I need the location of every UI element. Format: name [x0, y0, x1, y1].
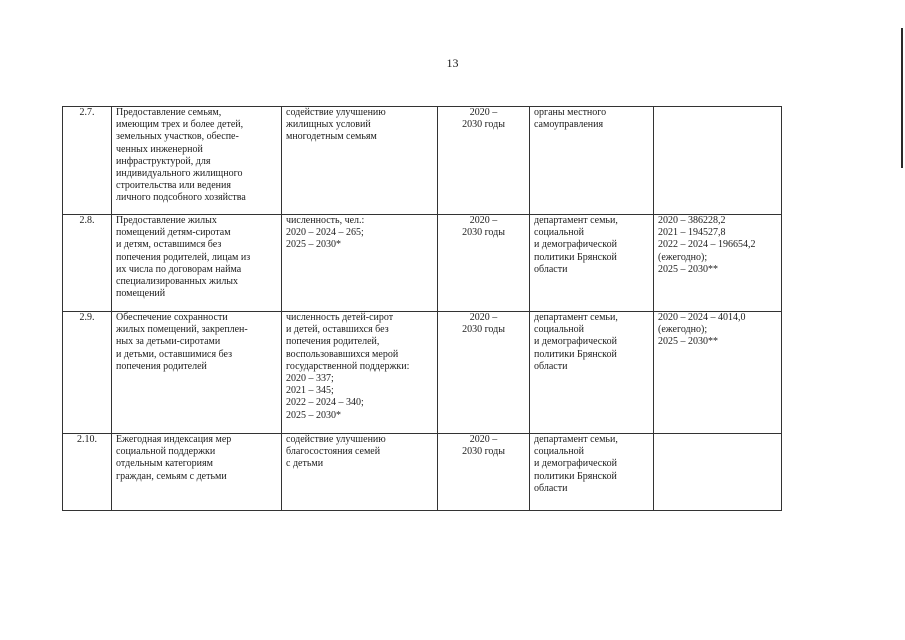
activity-cell: Предоставление семьям, имеющим трех и более детей, земельных участков, обеспе- ченных инженерной инфраструктурой, для индивидуального жилищного строительства или ведения личного подсобного хозяйства	[112, 107, 282, 215]
table-row	[63, 215, 782, 312]
funding-cell	[654, 434, 782, 511]
program-measures-table	[62, 106, 782, 511]
indicator-cell: численность, чел.: 2020 – 2024 – 265; 2025 – 2030*	[282, 215, 438, 312]
activity-cell: Ежегодная индексация мер социальной поддержки отдельным категориям граждан, семьям с детьми	[112, 434, 282, 511]
table-row	[63, 312, 782, 434]
executor-cell: департамент семьи, социальной и демографической политики Брянской области	[530, 312, 654, 434]
activity-cell: Обеспечение сохранности жилых помещений, закреплен- ных за детьми-сиротами и детьми, оставшимися без попечения родителей	[112, 312, 282, 434]
funding-cell: 2020 – 386228,2 2021 – 194527,8 2022 – 2024 – 196654,2 (ежегодно); 2025 – 2030**	[654, 215, 782, 312]
executor-cell: департамент семьи, социальной и демографической политики Брянской области	[530, 215, 654, 312]
term-cell: 2020 – 2030 годы	[438, 215, 530, 312]
row-number: 2.10.	[63, 434, 112, 511]
indicator-cell: численность детей-сирот и детей, оставшихся без попечения родителей, воспользовавшихся мерой государственной поддержки: 2020 – 337; 2021 – 345; 2022 – 2024 – 340; 2025 – 2030*	[282, 312, 438, 434]
table-row	[63, 107, 782, 215]
indicator-cell: содействие улучшению жилищных условий многодетным семьям	[282, 107, 438, 215]
executor-cell: департамент семьи, социальной и демографической политики Брянской области	[530, 434, 654, 511]
activity-cell: Предоставление жилых помещений детям-сиротам и детям, оставшимся без попечения родителей, лицам из их числа по договорам найма специализированных жилых помещений	[112, 215, 282, 312]
funding-cell	[654, 107, 782, 215]
table-row	[63, 434, 782, 511]
scan-edge-mark	[901, 28, 903, 168]
row-number: 2.7.	[63, 107, 112, 215]
term-cell: 2020 – 2030 годы	[438, 312, 530, 434]
page-number: 13	[446, 56, 459, 70]
row-number: 2.9.	[63, 312, 112, 434]
term-cell: 2020 – 2030 годы	[438, 107, 530, 215]
row-number: 2.8.	[63, 215, 112, 312]
executor-cell: органы местного самоуправления	[530, 107, 654, 215]
funding-cell: 2020 – 2024 – 4014,0 (ежегодно); 2025 – 2030**	[654, 312, 782, 434]
indicator-cell: содействие улучшению благосостояния семей с детьми	[282, 434, 438, 511]
term-cell: 2020 – 2030 годы	[438, 434, 530, 511]
